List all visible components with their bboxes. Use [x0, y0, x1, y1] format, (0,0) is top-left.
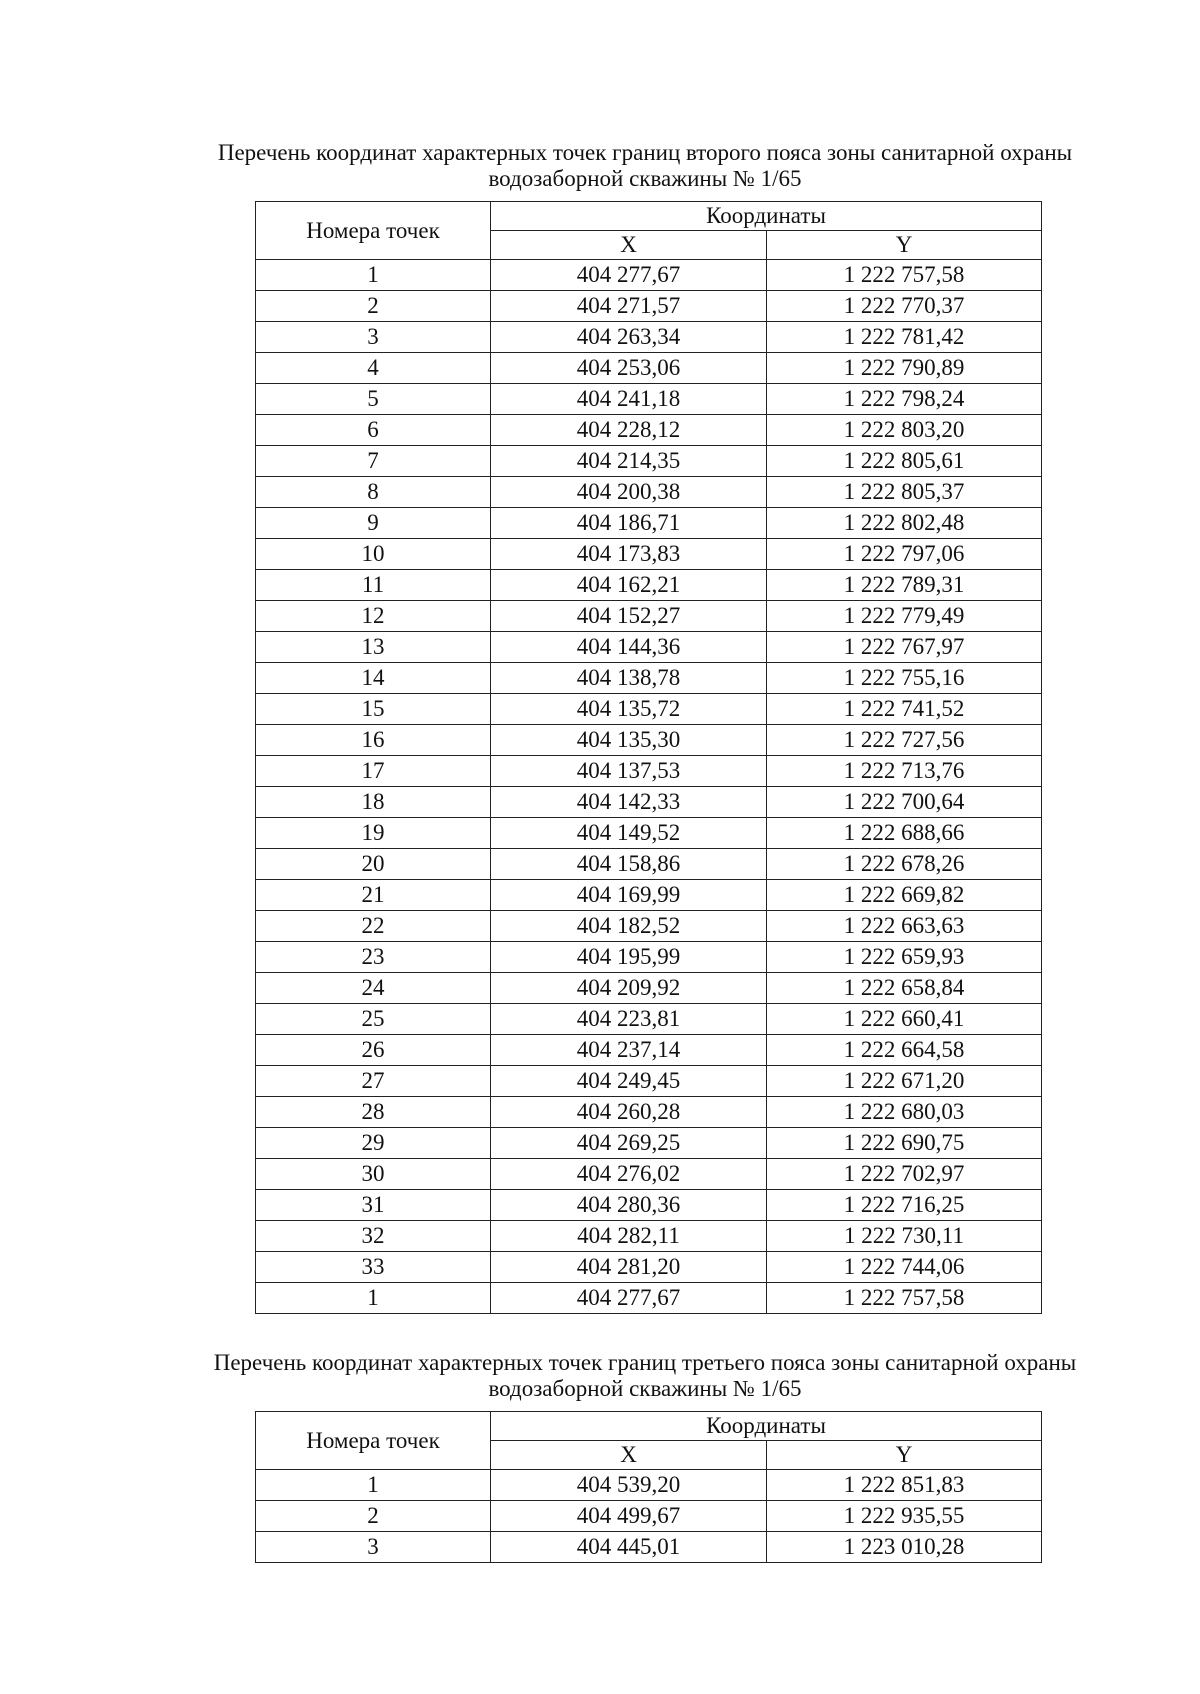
point-number-cell: 11 — [256, 570, 491, 601]
point-number-cell: 13 — [256, 632, 491, 663]
point-number-cell: 18 — [256, 787, 491, 818]
table-row — [256, 446, 1042, 477]
x-coordinate-cell: 404 269,25 — [491, 1128, 767, 1159]
third-zone-coordinates-table — [255, 1411, 1042, 1563]
point-number-cell: 33 — [256, 1252, 491, 1283]
y-coordinate-cell: 1 222 660,41 — [767, 1004, 1042, 1035]
table-row — [256, 384, 1042, 415]
x-coordinate-cell: 404 280,36 — [491, 1190, 767, 1221]
x-coordinate-cell: 404 144,36 — [491, 632, 767, 663]
x-coordinate-cell: 404 182,52 — [491, 911, 767, 942]
point-number-cell: 14 — [256, 663, 491, 694]
point-number-cell: 17 — [256, 756, 491, 787]
x-coordinate-cell: 404 237,14 — [491, 1035, 767, 1066]
point-number-cell: 30 — [256, 1159, 491, 1190]
table-row — [256, 973, 1042, 1004]
table-row — [256, 880, 1042, 911]
x-coordinate-cell: 404 445,01 — [491, 1532, 767, 1563]
x-coordinate-cell: 404 277,67 — [491, 1283, 767, 1314]
point-number-cell: 6 — [256, 415, 491, 446]
x-coordinate-cell: 404 214,35 — [491, 446, 767, 477]
y-coordinate-cell: 1 222 781,42 — [767, 322, 1042, 353]
header-y: Y — [767, 231, 1042, 260]
table-row — [256, 942, 1042, 973]
table-row — [256, 415, 1042, 446]
table-row — [256, 663, 1042, 694]
y-coordinate-cell: 1 222 779,49 — [767, 601, 1042, 632]
x-coordinate-cell: 404 169,99 — [491, 880, 767, 911]
table-row — [256, 756, 1042, 787]
table-row — [256, 260, 1042, 291]
y-coordinate-cell: 1 222 713,76 — [767, 756, 1042, 787]
y-coordinate-cell: 1 222 797,06 — [767, 539, 1042, 570]
header-point-numbers: Номера точек — [256, 202, 491, 260]
point-number-cell: 23 — [256, 942, 491, 973]
y-coordinate-cell: 1 222 803,20 — [767, 415, 1042, 446]
y-coordinate-cell: 1 222 663,63 — [767, 911, 1042, 942]
point-number-cell: 20 — [256, 849, 491, 880]
table-body — [256, 260, 1042, 1314]
point-number-cell: 3 — [256, 1532, 491, 1563]
x-coordinate-cell: 404 499,67 — [491, 1501, 767, 1532]
y-coordinate-cell: 1 222 757,58 — [767, 260, 1042, 291]
point-number-cell: 3 — [256, 322, 491, 353]
y-coordinate-cell: 1 222 690,75 — [767, 1128, 1042, 1159]
x-coordinate-cell: 404 271,57 — [491, 291, 767, 322]
x-coordinate-cell: 404 135,30 — [491, 725, 767, 756]
y-coordinate-cell: 1 222 935,55 — [767, 1501, 1042, 1532]
point-number-cell: 4 — [256, 353, 491, 384]
point-number-cell: 2 — [256, 1501, 491, 1532]
header-coordinates: Координаты — [491, 1412, 1042, 1441]
table-row — [256, 1470, 1042, 1501]
x-coordinate-cell: 404 253,06 — [491, 353, 767, 384]
y-coordinate-cell: 1 222 658,84 — [767, 973, 1042, 1004]
y-coordinate-cell: 1 222 802,48 — [767, 508, 1042, 539]
point-number-cell: 28 — [256, 1097, 491, 1128]
second-zone-coordinates-table — [255, 201, 1042, 1314]
table-row — [256, 601, 1042, 632]
y-coordinate-cell: 1 222 805,61 — [767, 446, 1042, 477]
x-coordinate-cell: 404 142,33 — [491, 787, 767, 818]
table-row — [256, 477, 1042, 508]
table-row — [256, 291, 1042, 322]
point-number-cell: 9 — [256, 508, 491, 539]
header-x: X — [491, 231, 767, 260]
table-row — [256, 911, 1042, 942]
x-coordinate-cell: 404 200,38 — [491, 477, 767, 508]
point-number-cell: 22 — [256, 911, 491, 942]
point-number-cell: 10 — [256, 539, 491, 570]
x-coordinate-cell: 404 173,83 — [491, 539, 767, 570]
point-number-cell: 25 — [256, 1004, 491, 1035]
table-row — [256, 1252, 1042, 1283]
y-coordinate-cell: 1 222 789,31 — [767, 570, 1042, 601]
point-number-cell: 1 — [256, 1470, 491, 1501]
y-coordinate-cell: 1 222 757,58 — [767, 1283, 1042, 1314]
y-coordinate-cell: 1 222 770,37 — [767, 291, 1042, 322]
header-coordinates: Координаты — [491, 202, 1042, 231]
table-row — [256, 1097, 1042, 1128]
section1-title: Перечень координат характерных точек границ второго пояса зоны санитарной охраны водозаборной скважины № 1/65 — [217, 140, 1073, 191]
x-coordinate-cell: 404 276,02 — [491, 1159, 767, 1190]
point-number-cell: 12 — [256, 601, 491, 632]
point-number-cell: 24 — [256, 973, 491, 1004]
x-coordinate-cell: 404 138,78 — [491, 663, 767, 694]
y-coordinate-cell: 1 222 700,64 — [767, 787, 1042, 818]
table-row — [256, 1035, 1042, 1066]
point-number-cell: 31 — [256, 1190, 491, 1221]
x-coordinate-cell: 404 223,81 — [491, 1004, 767, 1035]
header-point-numbers: Номера точек — [256, 1412, 491, 1470]
point-number-cell: 5 — [256, 384, 491, 415]
y-coordinate-cell: 1 222 671,20 — [767, 1066, 1042, 1097]
table-row — [256, 1190, 1042, 1221]
table-body — [256, 1470, 1042, 1563]
header-x: X — [491, 1441, 767, 1470]
x-coordinate-cell: 404 282,11 — [491, 1221, 767, 1252]
table-row — [256, 1159, 1042, 1190]
x-coordinate-cell: 404 241,18 — [491, 384, 767, 415]
y-coordinate-cell: 1 222 659,93 — [767, 942, 1042, 973]
y-coordinate-cell: 1 222 851,83 — [767, 1470, 1042, 1501]
table-row — [256, 787, 1042, 818]
x-coordinate-cell: 404 209,92 — [491, 973, 767, 1004]
table-row — [256, 818, 1042, 849]
table-row — [256, 1066, 1042, 1097]
point-number-cell: 29 — [256, 1128, 491, 1159]
table-row — [256, 1128, 1042, 1159]
table-row — [256, 570, 1042, 601]
y-coordinate-cell: 1 222 805,37 — [767, 477, 1042, 508]
point-number-cell: 15 — [256, 694, 491, 725]
y-coordinate-cell: 1 222 702,97 — [767, 1159, 1042, 1190]
y-coordinate-cell: 1 222 727,56 — [767, 725, 1042, 756]
x-coordinate-cell: 404 152,27 — [491, 601, 767, 632]
y-coordinate-cell: 1 223 010,28 — [767, 1532, 1042, 1563]
point-number-cell: 32 — [256, 1221, 491, 1252]
point-number-cell: 1 — [256, 1283, 491, 1314]
x-coordinate-cell: 404 135,72 — [491, 694, 767, 725]
y-coordinate-cell: 1 222 798,24 — [767, 384, 1042, 415]
table-row — [256, 353, 1042, 384]
section2-title: Перечень координат характерных точек границ третьего пояса зоны санитарной охраны водозаборной скважины № 1/65 — [213, 1350, 1077, 1401]
x-coordinate-cell: 404 149,52 — [491, 818, 767, 849]
header-y: Y — [767, 1441, 1042, 1470]
x-coordinate-cell: 404 195,99 — [491, 942, 767, 973]
table-row — [256, 322, 1042, 353]
point-number-cell: 7 — [256, 446, 491, 477]
table-row — [256, 539, 1042, 570]
point-number-cell: 21 — [256, 880, 491, 911]
table-row — [256, 1004, 1042, 1035]
x-coordinate-cell: 404 281,20 — [491, 1252, 767, 1283]
y-coordinate-cell: 1 222 755,16 — [767, 663, 1042, 694]
point-number-cell: 2 — [256, 291, 491, 322]
y-coordinate-cell: 1 222 730,11 — [767, 1221, 1042, 1252]
table-row — [256, 632, 1042, 663]
point-number-cell: 8 — [256, 477, 491, 508]
x-coordinate-cell: 404 186,71 — [491, 508, 767, 539]
x-coordinate-cell: 404 263,34 — [491, 322, 767, 353]
point-number-cell: 27 — [256, 1066, 491, 1097]
point-number-cell: 16 — [256, 725, 491, 756]
table-row — [256, 1532, 1042, 1563]
x-coordinate-cell: 404 158,86 — [491, 849, 767, 880]
y-coordinate-cell: 1 222 669,82 — [767, 880, 1042, 911]
y-coordinate-cell: 1 222 678,26 — [767, 849, 1042, 880]
table-row — [256, 725, 1042, 756]
x-coordinate-cell: 404 539,20 — [491, 1470, 767, 1501]
point-number-cell: 1 — [256, 260, 491, 291]
x-coordinate-cell: 404 137,53 — [491, 756, 767, 787]
y-coordinate-cell: 1 222 680,03 — [767, 1097, 1042, 1128]
table-row — [256, 508, 1042, 539]
y-coordinate-cell: 1 222 744,06 — [767, 1252, 1042, 1283]
x-coordinate-cell: 404 228,12 — [491, 415, 767, 446]
y-coordinate-cell: 1 222 688,66 — [767, 818, 1042, 849]
table-row — [256, 1221, 1042, 1252]
table-row — [256, 1283, 1042, 1314]
x-coordinate-cell: 404 249,45 — [491, 1066, 767, 1097]
table-row — [256, 849, 1042, 880]
y-coordinate-cell: 1 222 767,97 — [767, 632, 1042, 663]
y-coordinate-cell: 1 222 790,89 — [767, 353, 1042, 384]
point-number-cell: 26 — [256, 1035, 491, 1066]
y-coordinate-cell: 1 222 716,25 — [767, 1190, 1042, 1221]
x-coordinate-cell: 404 277,67 — [491, 260, 767, 291]
x-coordinate-cell: 404 162,21 — [491, 570, 767, 601]
y-coordinate-cell: 1 222 741,52 — [767, 694, 1042, 725]
table-row — [256, 1501, 1042, 1532]
x-coordinate-cell: 404 260,28 — [491, 1097, 767, 1128]
point-number-cell: 19 — [256, 818, 491, 849]
y-coordinate-cell: 1 222 664,58 — [767, 1035, 1042, 1066]
table-row — [256, 694, 1042, 725]
